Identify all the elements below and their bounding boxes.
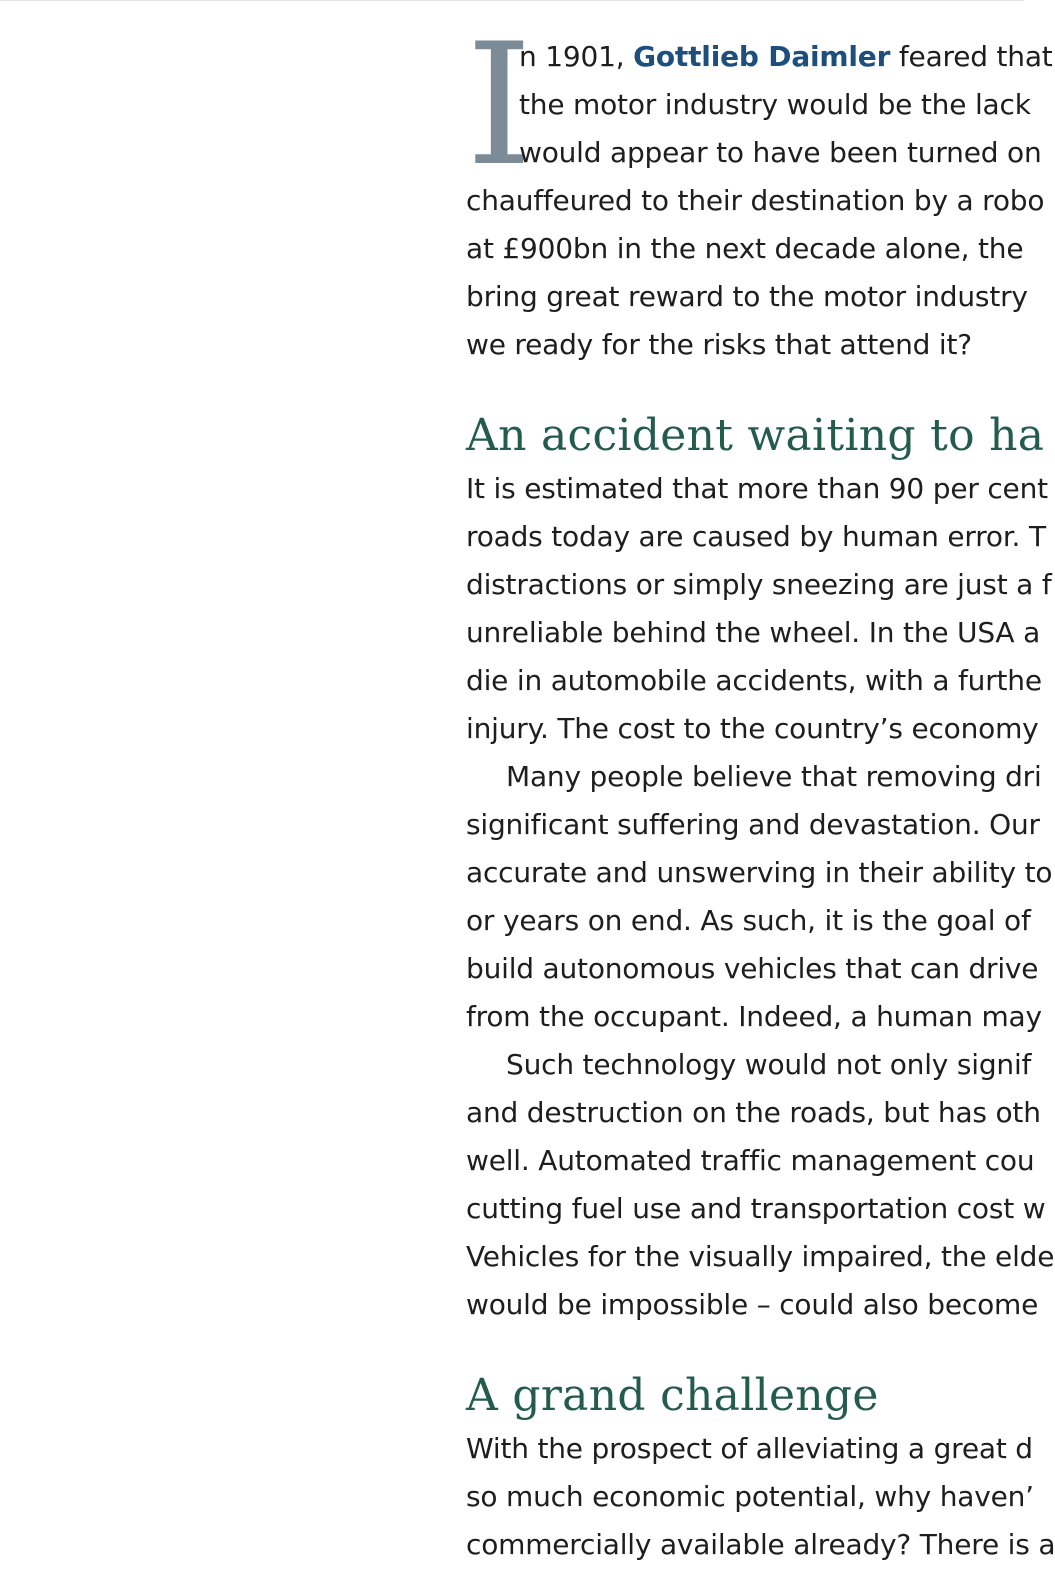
body-line: roads today are caused by human error. T [466, 520, 1046, 553]
body-line: distractions or simply sneezing are just a f [466, 568, 1052, 601]
intro-line-text: feared that [890, 40, 1053, 73]
body-line: unreliable behind the wheel. In the USA a [466, 616, 1041, 649]
highlighted-name: Gottlieb Daimler [633, 40, 891, 73]
intro-line: would appear to have been turned on [519, 136, 1042, 169]
intro-line: bring great reward to the motor industry [466, 280, 1028, 313]
body-line: and destruction on the roads, but has oth [466, 1096, 1041, 1129]
body-line: die in automobile accidents, with a furthe [466, 664, 1042, 697]
intro-line [519, 33, 1053, 81]
intro-line: the motor industry would be the lack [519, 88, 1031, 121]
intro-line: at £900bn in the next decade alone, the [466, 232, 1024, 265]
body-line: Such technology would not only signif [506, 1048, 1032, 1081]
body-line: so much economic potential, why haven’ [466, 1480, 1034, 1513]
body-line: from the occupant. Indeed, a human may [466, 1000, 1042, 1033]
body-line: cutting fuel use and transportation cost w [466, 1192, 1046, 1225]
drop-cap: I [466, 7, 533, 203]
body-line: accurate and unswerving in their ability to [466, 856, 1053, 889]
intro-line-text: n 1901, [519, 40, 634, 73]
section-heading-grand-challenge: A grand challenge [466, 1370, 879, 1421]
body-line: Many people believe that removing dri [506, 760, 1042, 793]
intro-line: we ready for the risks that attend it? [466, 328, 972, 361]
body-line: or years on end. As such, it is the goal of [466, 904, 1031, 937]
body-line: With the prospect of alleviating a great d [466, 1432, 1033, 1465]
body-line: Vehicles for the visually impaired, the elde [466, 1240, 1055, 1273]
body-line: injury. The cost to the country’s economy [466, 712, 1039, 745]
body-line: commercially available already? There is a [466, 1528, 1055, 1561]
section-heading-accident: An accident waiting to ha [466, 410, 1045, 461]
body-line: It is estimated that more than 90 per cent [466, 472, 1048, 505]
body-line: significant suffering and devastation. Our [466, 808, 1040, 841]
body-line: build autonomous vehicles that can drive [466, 952, 1039, 985]
body-line: well. Automated traffic management cou [466, 1144, 1035, 1177]
body-line: would be impossible – could also become [466, 1288, 1039, 1321]
intro-line: chauffeured to their destination by a robo [466, 184, 1045, 217]
article-column [466, 0, 1055, 1561]
